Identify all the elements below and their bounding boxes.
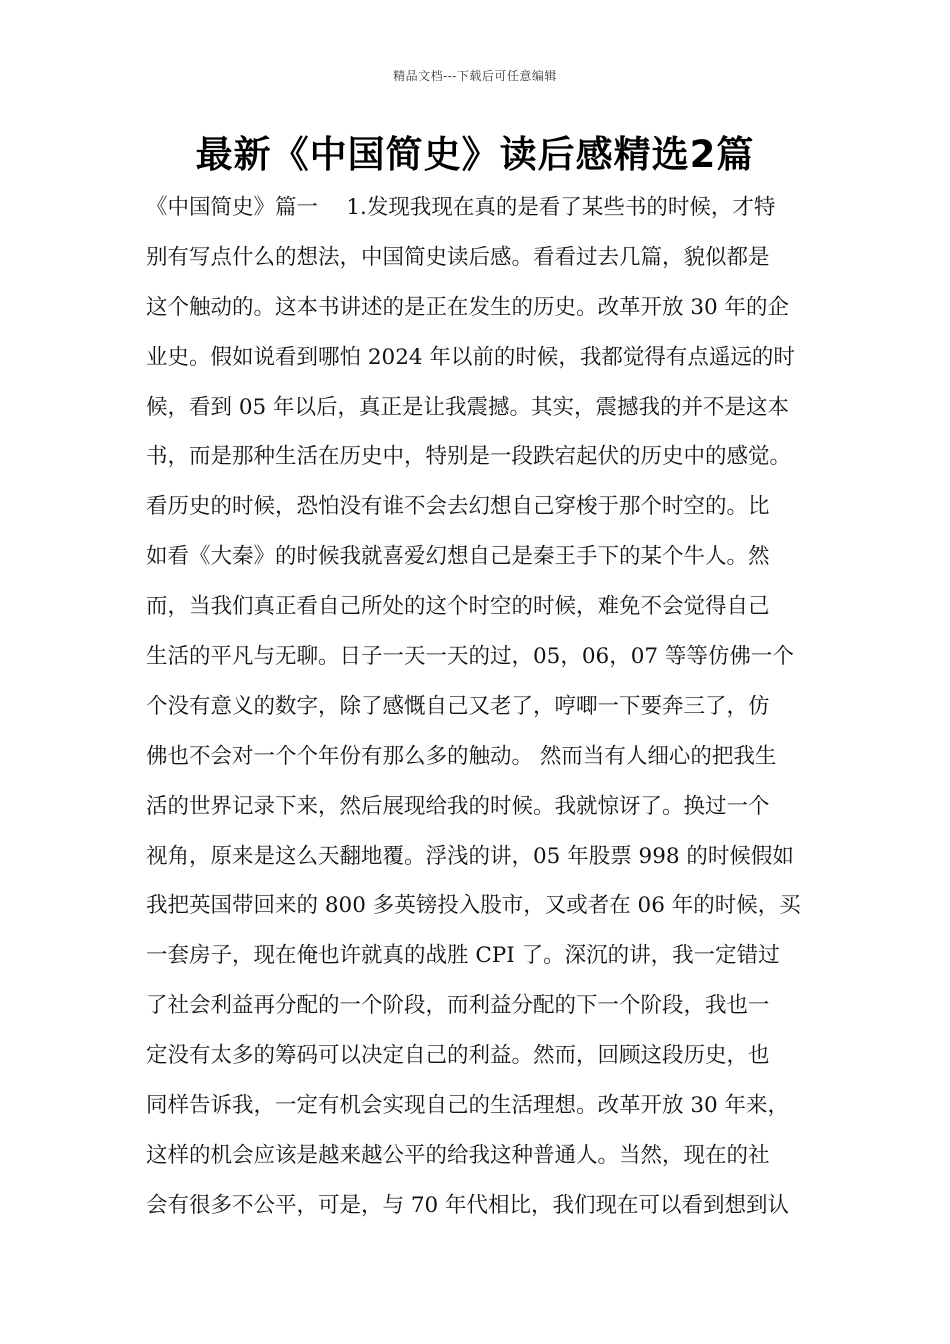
text-line: 定没有太多的筹码可以决定自己的利益。然而，回顾这段历史，也 xyxy=(146,1043,770,1069)
text-line: 这样的机会应该是越来越公平的给我这种普通人。当然，现在的社 xyxy=(146,1142,770,1168)
text-line: 一套房子，现在俺也许就真的战胜 CPI 了。深沉的讲，我一定错过 xyxy=(146,943,780,969)
text-line: 了社会利益再分配的一个阶段，而利益分配的下一个阶段，我也一 xyxy=(146,993,770,1019)
text-line: 我把英国带回来的 800 多英镑投入股市，又或者在 06 年的时候，买 xyxy=(146,893,801,919)
text-line: 候，看到 05 年以后，真正是让我震撼。其实，震撼我的并不是这本 xyxy=(146,394,790,420)
text-line: 如看《大秦》的时候我就喜爱幻想自己是秦王手下的某个牛人。然 xyxy=(146,544,770,570)
text-line: 个没有意义的数字，除了感慨自己又老了，哼唧一下要奔三了，仿 xyxy=(146,693,770,719)
text-line: 看历史的时候，恐怕没有谁不会去幻想自己穿梭于那个时空的。比 xyxy=(146,494,770,520)
text-line: 视角，原来是这么天翻地覆。浮浅的讲，05 年股票 998 的时候假如 xyxy=(146,843,794,869)
text-line: 书，而是那种生活在历史中，特别是一段跌宕起伏的历史中的感觉。 xyxy=(146,444,792,470)
text-line: 而，当我们真正看自己所处的这个时空的时候，难免不会觉得自己 xyxy=(146,594,770,620)
text-line: 同样告诉我，一定有机会实现自己的生活理想。改革开放 30 年来， xyxy=(146,1093,790,1119)
body-text xyxy=(146,183,806,1231)
text-line: 佛也不会对一个个年份有那么多的触动。 然而当有人细心的把我生 xyxy=(146,743,777,769)
text-line: 活的世界记录下来，然后展现给我的时候。我就惊讶了。换过一个 xyxy=(146,793,770,819)
text-line: 会有很多不公平，可是，与 70 年代相比，我们现在可以看到想到认 xyxy=(146,1192,790,1218)
document-title: 最新《中国简史》读后感精选2篇 xyxy=(195,133,755,176)
text-line: 《中国简史》篇一 1.发现我现在真的是看了某些书的时候，才特 xyxy=(146,195,776,220)
header-note: 精品文档---下载后可任意编辑 xyxy=(393,69,557,83)
text-line: 别有写点什么的想法，中国简史读后感。看看过去几篇，貌似都是 xyxy=(146,244,770,270)
text-line: 生活的平凡与无聊。日子一天一天的过，05，06，07 等等仿佛一个 xyxy=(146,644,794,670)
text-line: 业史。假如说看到哪怕 2024 年以前的时候，我都觉得有点遥远的时 xyxy=(146,344,795,370)
text-line: 这个触动的。这本书讲述的是正在发生的历史。改革开放 30 年的企 xyxy=(146,294,790,320)
